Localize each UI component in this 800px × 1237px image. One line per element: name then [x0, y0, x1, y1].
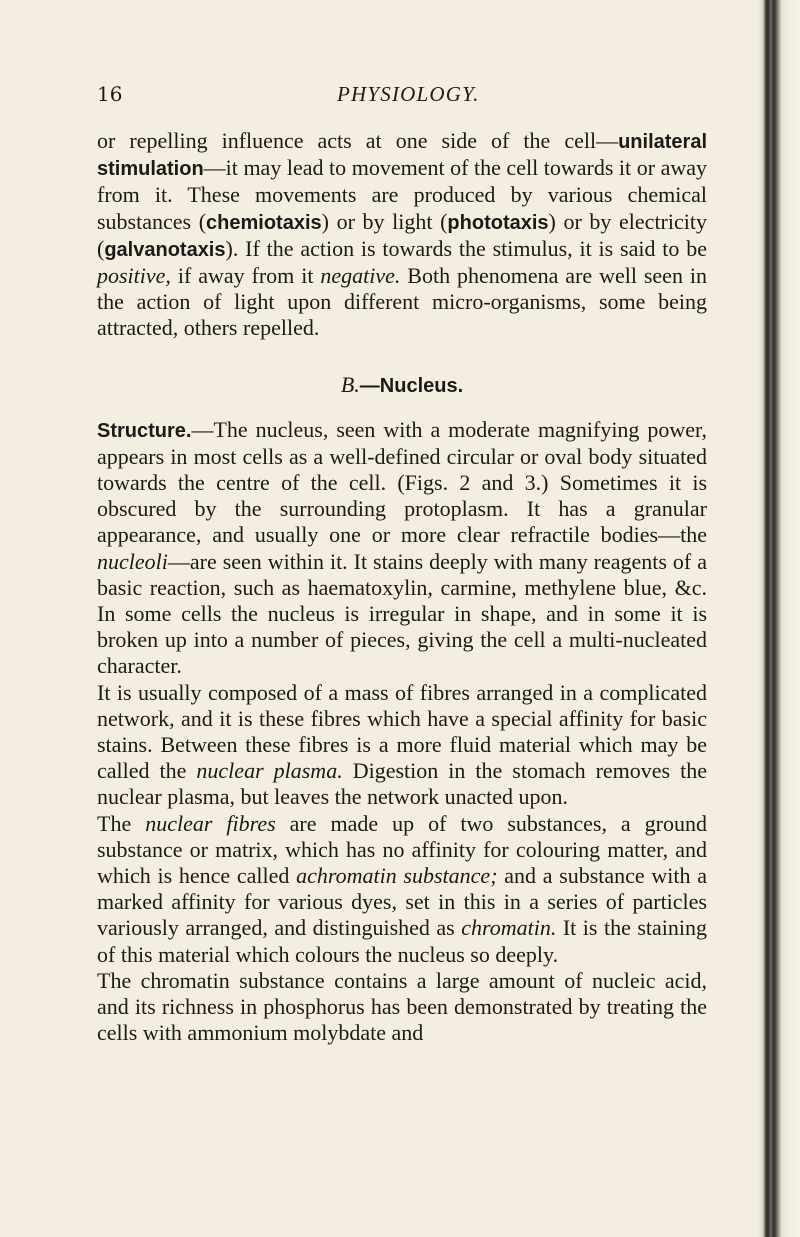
text-run: Digestion in the stomach removes the nuclear plasma, but leaves the network unacted upon.: [97, 758, 708, 810]
term-nuclear-fibres: nuclear fibres: [145, 810, 276, 836]
term-chemiotaxis: chemiotaxis: [206, 211, 322, 234]
text-run: Both phenomena are well seen in the action of light upon different micro-organisms, some being attracted, others repelled.: [97, 263, 707, 341]
text-run: —are seen within it. It stains deeply with many reagents of a basic reaction, such as haematoxylin, carmine, methylene blue, &c. In some cells the nucleus is irregular in shape, and in some it is broken up into a number of pieces, giving the cell a multi-nucleated character.: [97, 548, 707, 679]
text-run: and a substance with a marked affinity for various dyes, set in this in a series of particles variously arranged, and distinguished as: [97, 863, 707, 941]
text-run: ). If the action is towards the stimulus, it is said to be: [225, 235, 707, 261]
term-achromatin-substance: achromatin substance;: [296, 863, 498, 889]
text-run: or repelling influence acts at one side of the cell—: [97, 128, 619, 153]
text-run: It is usually composed of a mass of fibres arranged in a complicated network, and it is these fibres which have a special affinity for basic stains. Between these fibres is a more fluid material which may be called the: [97, 679, 707, 784]
term-galvanotaxis: galvanotaxis: [104, 238, 226, 261]
term-negative: negative.: [320, 263, 401, 289]
section-title: —Nucleus.: [359, 374, 464, 397]
text-run: ) or by electricity (: [97, 208, 707, 261]
text-run: The: [97, 810, 146, 836]
paragraph-taxis: [97, 128, 707, 342]
paragraph-fibres: [97, 680, 707, 811]
page-binding-edge: [758, 0, 800, 1237]
text-run: if away from it: [170, 263, 321, 289]
term-unilateral-stimulation: unilateral stimulation: [97, 131, 707, 181]
term-nucleoli: nucleoli: [97, 548, 168, 574]
term-nuclear-plasma: nuclear plasma.: [196, 758, 343, 784]
term-structure: Structure.: [97, 419, 192, 442]
text-run: —The nucleus, seen with a moderate magnifying power, appears in most cells as a well-defined circular or oval body situated towards the centre of the cell. (Figs. 2 and 3.) Sometimes it is obscured by the surrounding protoplasm. It has a granular appearance, and usually one or more clear refractile bodies—the: [97, 416, 707, 548]
paragraph-structure: [97, 417, 707, 680]
running-head: [97, 82, 707, 112]
term-phototaxis: phototaxis: [447, 211, 549, 234]
text-run: The chromatin substance contains a large amount of nucleic acid, and its richness in phosphorus has been demonstrated by treating the cells with ammonium molybdate and: [97, 967, 707, 1046]
term-chromatin: chromatin.: [461, 915, 557, 941]
term-positive: positive,: [97, 263, 171, 289]
paragraph-nuclear-fibres: [97, 811, 707, 968]
running-title: PHYSIOLOGY.: [337, 82, 480, 106]
text-run: —it may lead to movement of the cell towards it or away from it. These movements are produced by various chemical substances (: [97, 155, 707, 234]
section-heading-nucleus: [97, 372, 707, 399]
paragraph-chromatin: [97, 968, 707, 1047]
text-run: ) or by light (: [321, 208, 448, 234]
page-number: 16: [97, 82, 123, 106]
body-text: [97, 128, 707, 1047]
section-letter: B.: [340, 371, 360, 397]
text-run: It is the staining of this material which colours the nucleus so deeply.: [97, 915, 707, 967]
text-run: are made up of two substances, a ground substance or matrix, which has no affinity for colouring matter, and which is hence called: [97, 810, 708, 889]
